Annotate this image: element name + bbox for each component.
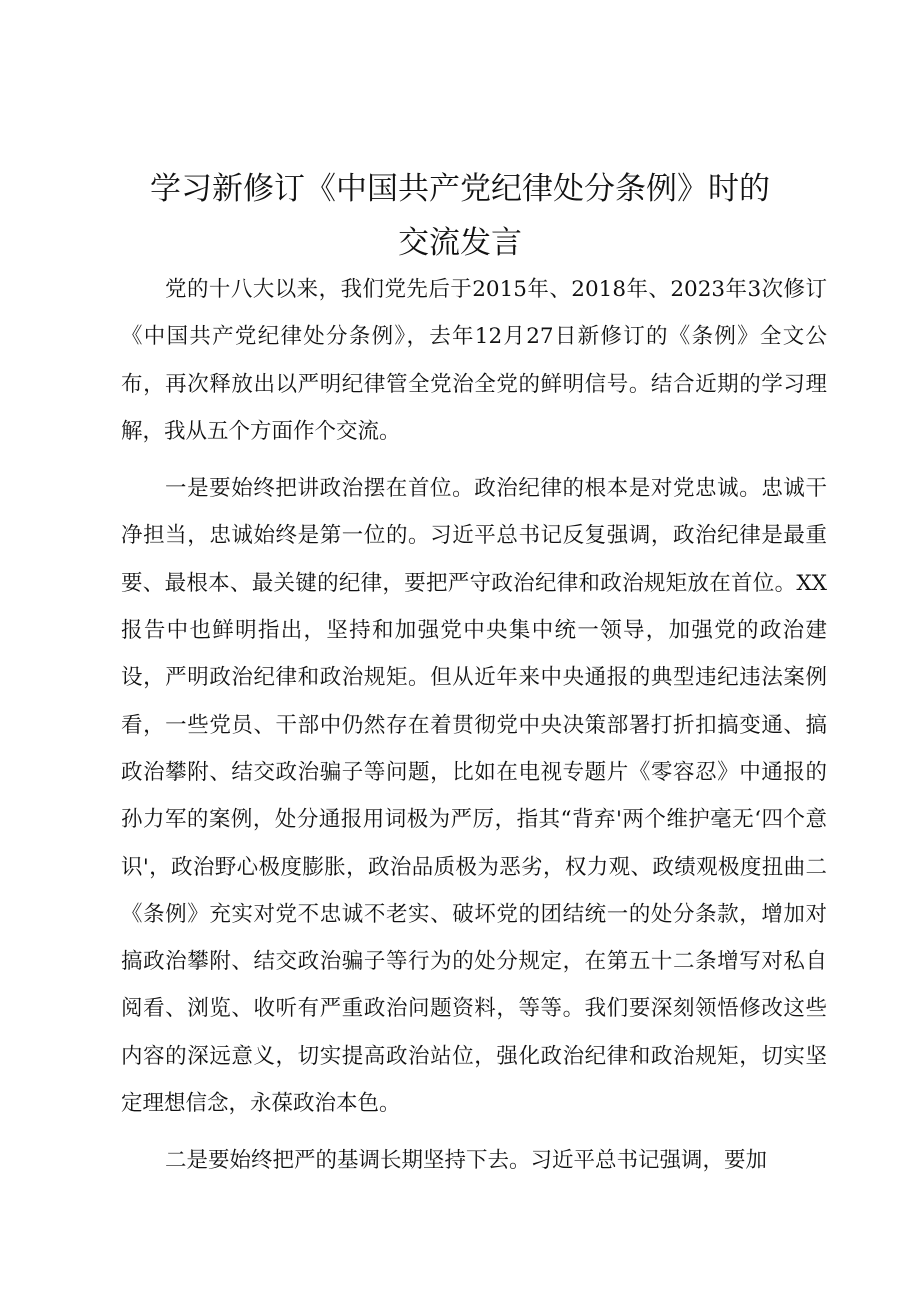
paragraph-intro: 党的十八大以来，我们党先后于2015年、2018年、2023年3次修订《中国共产党纪律处分条例》，去年12月27日新修订的《条例》全文公布，再次释放出以严明纪律管全党治全党的鲜明信号。结合近期的学习理解，我从五个方面作个交流。 bbox=[121, 277, 827, 444]
document-title-line-1: 学习新修订《中国共产党纪律处分条例》时的 bbox=[150, 171, 770, 207]
document-title-line-2: 交流发言 bbox=[398, 225, 522, 261]
paragraph-point-one: 一是要始终把讲政治摆在首位。政治纪律的根本是对党忠诚。忠诚干净担当，忠诚始终是第一位的。习近平总书记反复强调，政治纪律是最重要、最根本、最关键的纪律，要把严守政治纪律和政治规矩放在首位。XX报告中也鲜明指出，坚持和加强党中央集中统一领导，加强党的政治建设，严明政治纪律和政治规矩。但从近年来中央通报的典型违纪违法案例看，一些党员、干部中仍然存在着贯彻党中央决策部署打折扣搞变通、搞政治攀附、结交政治骗子等问题，比如在电视专题片《零容忍》中通报的孙力军的案例，处分通报用词极为严厉，指其“背弃'两个维护毫无‘四个意识'，政治野心极度膨胀，政治品质极为恶劣，权力观、政绩观极度扭曲二《条例》充实对党不忠诚不老实、破坏党的团结统一的处分条款，增加对搞政治攀附、结交政治骗子等行为的处分规定，在第五十二条增写对私自阅看、浏览、收听有严重政治问题资料，等等。我们要深刻领悟修改这些内容的深远意义，切实提高政治站位，强化政治纪律和政治规矩，切实坚定理想信念，永葆政治本色。 bbox=[121, 476, 827, 1117]
document-body bbox=[121, 266, 827, 1185]
paragraph-point-two: 二是要始终把严的基调长期坚持下去。习近平总书记强调，要加 bbox=[165, 1148, 768, 1174]
